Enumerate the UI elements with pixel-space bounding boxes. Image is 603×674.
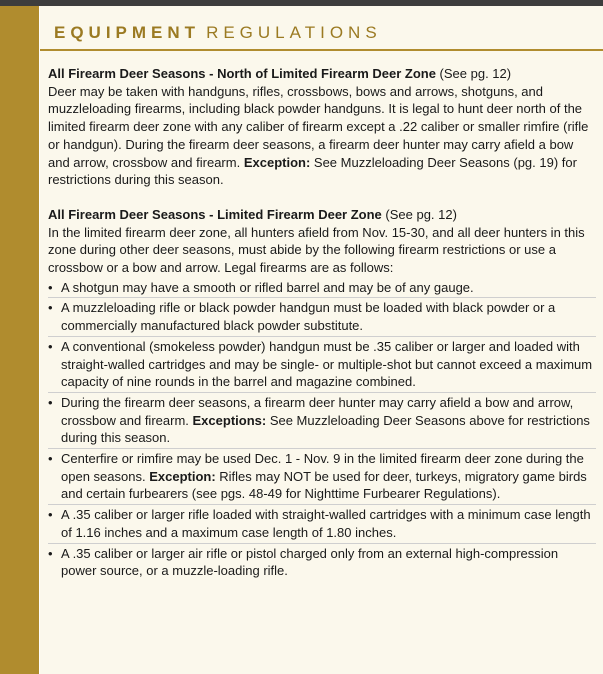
section-limited-intro: In the limited firearm deer zone, all hunters afield from Nov. 15-30, and all deer hunters in this zone during other deer seasons, must abide by the following firearm restrictions or use a crossbow or a bow and arrow. Legal firearms are as follows: bbox=[48, 224, 585, 276]
bullet-dot: • bbox=[48, 338, 53, 354]
section-limited bbox=[48, 206, 596, 277]
bullet-dot: • bbox=[48, 394, 53, 410]
list-item-exception-text: See Muzzleloading Deer Seasons above for restrictions during this season. bbox=[61, 412, 590, 446]
list-item-exception-label: Exceptions: bbox=[192, 412, 267, 428]
gold-sidebar bbox=[0, 6, 39, 674]
section-limited-ref: (See pg. 12) bbox=[381, 206, 457, 222]
bullet-dot: • bbox=[48, 545, 53, 561]
page-title bbox=[54, 23, 382, 43]
list-item-exception-label: Exception: bbox=[149, 468, 216, 484]
list-item bbox=[48, 543, 596, 581]
list-item-text: A muzzleloading rifle or black powder handgun must be loaded with black powder or a commercially manufactured black powder substitute. bbox=[61, 300, 556, 334]
list-item-exception-text: Rifles may NOT be used for deer, turkeys, migratory game birds and certain furbearers (see pgs. 48-49 for Nighttime Furbearer Regulations). bbox=[61, 468, 587, 502]
bullet-dot: • bbox=[48, 507, 53, 523]
list-item-text: A .35 caliber or larger rifle loaded with straight-walled cartridges with a minimum case length of 1.16 inches and a maximum case length of 1.80 inches. bbox=[61, 507, 591, 540]
list-item bbox=[48, 278, 596, 298]
section-north-ref: (See pg. 12) bbox=[435, 66, 512, 81]
list-item-text: A .35 caliber or larger air rifle or pistol charged only from an external high-compression power source, or a muzzle-loading rifle. bbox=[61, 545, 559, 579]
section-north-exception-label: Exception: bbox=[243, 154, 311, 170]
section-north-heading: All Firearm Deer Seasons - North of Limited Firearm Deer Zone bbox=[48, 66, 436, 81]
title-bold-word: EQUIPMENT bbox=[54, 23, 201, 42]
list-item-text: During the firearm deer seasons, a firearm deer hunter may carry afield a bow and arrow, crossbow and firearm. bbox=[61, 394, 574, 428]
section-limited-heading: All Firearm Deer Seasons - Limited Firearm Deer Zone bbox=[48, 206, 382, 222]
header-rule bbox=[40, 49, 603, 51]
legal-firearms-list bbox=[48, 278, 596, 581]
title-light-word: REGULATIONS bbox=[206, 23, 382, 42]
bullet-dot: • bbox=[48, 451, 53, 467]
bullet-dot: • bbox=[48, 279, 53, 295]
section-north-exception-text: See Muzzleloading Deer Seasons (pg. 19) for restrictions during this season. bbox=[48, 154, 577, 188]
list-item bbox=[48, 504, 596, 542]
section-north bbox=[48, 65, 596, 189]
list-item bbox=[48, 297, 596, 335]
regulations-body bbox=[48, 65, 596, 581]
bullet-dot: • bbox=[48, 300, 53, 316]
list-item-text: A shotgun may have a smooth or rifled barrel and may be of any gauge. bbox=[61, 279, 474, 295]
list-item bbox=[48, 392, 596, 448]
list-item-text: Centerfire or rimfire may be used Dec. 1 - Nov. 9 in the limited firearm deer zone during the open seasons. bbox=[61, 451, 584, 484]
list-item bbox=[48, 336, 596, 392]
list-item-text: A conventional (smokeless powder) handgun must be .35 caliber or larger and loaded with straight-walled cartridges and may be single- or multiple-shot but cannot exceed a maximum capacity of nine rounds in the barrel and magazine combined. bbox=[61, 338, 593, 390]
list-item bbox=[48, 448, 596, 504]
section-header bbox=[40, 6, 603, 44]
section-north-text: Deer may be taken with handguns, rifles, crossbows, bows and arrows, shotguns, and muzzleloading firearms, including black powder handguns. It is legal to hunt deer north of the limited firearm deer zone with any caliber of firearm except a .22 caliber or smaller rimfire (rifle or handgun). During the firearm deer seasons, a firearm deer hunter may carry afield a bow and arrow, crossbow and firearm. bbox=[48, 83, 589, 170]
page-content bbox=[40, 6, 603, 674]
